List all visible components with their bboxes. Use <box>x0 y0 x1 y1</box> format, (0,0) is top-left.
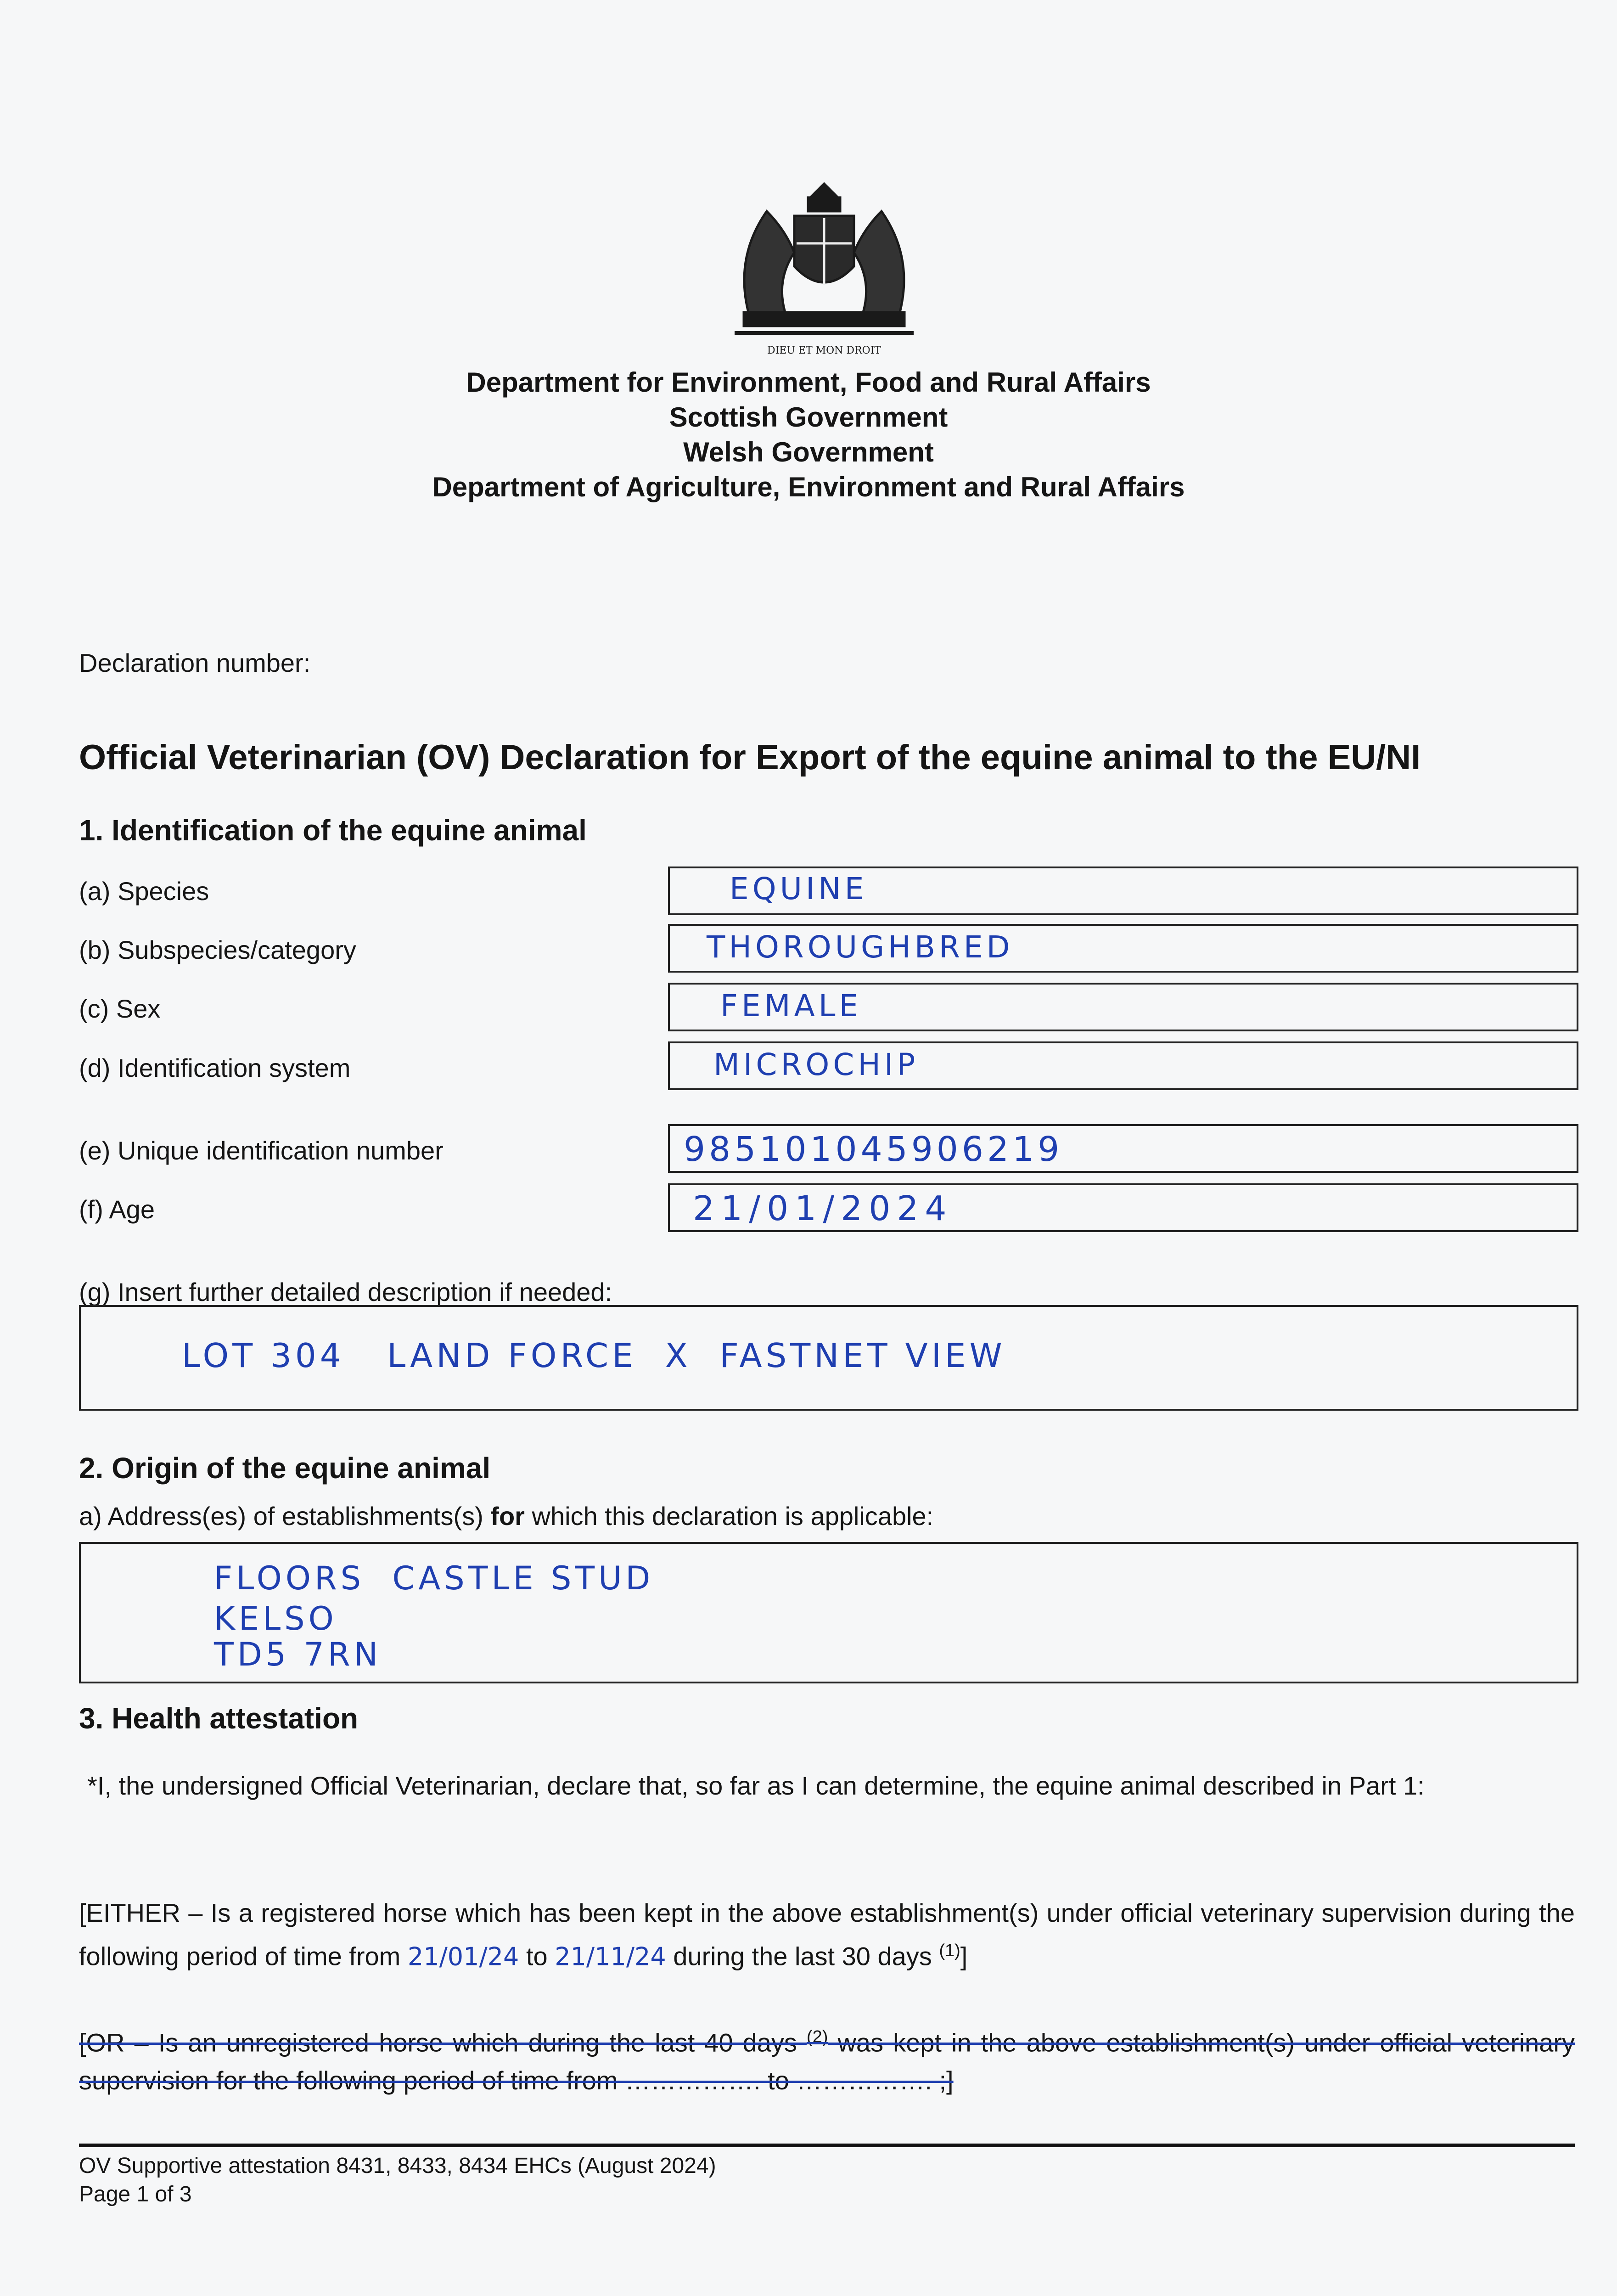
address-line-2: KELSO <box>214 1600 337 1638</box>
department-name-welsh: Welsh Government <box>683 437 934 467</box>
age-value: 21/01/2024 <box>693 1189 953 1228</box>
department-name-daera: Department of Agriculture, Environment and Rural Affairs <box>432 472 1185 502</box>
subspecies-value: THOROUGHBRED <box>707 929 1014 965</box>
species-value: EQUINE <box>730 871 868 906</box>
footer-page-number: Page 1 of 3 <box>79 2182 192 2206</box>
footer-divider <box>79 2144 1575 2147</box>
declaration-number-label: Declaration number: <box>79 648 311 677</box>
sex-label: (c) Sex <box>79 994 161 1023</box>
address-line-1: FLOORS CASTLE STUD <box>214 1559 654 1597</box>
footer-attestation-ref: OV Supportive attestation 8431, 8433, 8434 EHCs (August 2024) <box>79 2154 716 2178</box>
unique-id-value: 985101045906219 <box>684 1130 1063 1169</box>
address-label: a) Address(es) of establishments(s) for which this declaration is applicable: <box>79 1502 934 1531</box>
department-name-defra: Department for Environment, Food and Rural Affairs <box>466 367 1151 398</box>
either-from-date: 21/01/24 <box>407 1942 519 1971</box>
species-label: (a) Species <box>79 877 209 906</box>
identification-system-label: (d) Identification system <box>79 1053 351 1082</box>
address-line-3: TD5 7RN <box>214 1636 382 1673</box>
age-label: (f) Age <box>79 1195 155 1224</box>
identification-system-field[interactable] <box>668 1041 1578 1090</box>
section3-heading: 3. Health attestation <box>79 1702 359 1735</box>
identification-system-value: MICROCHIP <box>713 1047 919 1082</box>
unique-id-field[interactable] <box>668 1124 1578 1173</box>
sex-value: FEMALE <box>720 988 862 1024</box>
section2-heading: 2. Origin of the equine animal <box>79 1452 491 1485</box>
section1-heading: 1. Identification of the equine animal <box>79 814 587 847</box>
svg-text:DIEU ET MON DROIT: DIEU ET MON DROIT <box>767 345 881 356</box>
either-to-date: 21/11/24 <box>555 1942 666 1971</box>
or-clause-struck: [OR – Is an unregistered horse which during the last 40 days $^{(2)}$ was kept in the above establishment(s) under official veterinary supervision for the following period of time from ……………. to ……………. ;] <box>79 2027 1575 2095</box>
description-value: LOT 304 LAND FORCE X FASTNET VIEW <box>182 1336 1006 1375</box>
description-field[interactable] <box>79 1305 1578 1411</box>
species-field[interactable] <box>668 867 1578 915</box>
address-field[interactable] <box>79 1542 1578 1683</box>
royal-coat-of-arms-icon <box>716 174 932 358</box>
either-clause: [EITHER – Is a registered horse which has been kept in the above establishment(s) under official veterinary supervision during the following period of time from 21/01/24 to 21/11/24 during the last 30 days $^{(1)}$] <box>79 1898 1575 1971</box>
unique-id-label: (e) Unique identification number <box>79 1136 444 1165</box>
subspecies-field[interactable] <box>668 924 1578 973</box>
health-attestation-intro: *I, the undersigned Official Veterinarian, declare that, so far as I can determine, the equine animal described in Part 1: <box>87 1771 1425 1800</box>
description-label: (g) Insert further detailed description if needed: <box>79 1277 612 1306</box>
sex-field[interactable] <box>668 983 1578 1031</box>
document-title: Official Veterinarian (OV) Declaration for Export of the equine animal to the EU/NI <box>79 738 1421 777</box>
age-field[interactable] <box>668 1183 1578 1232</box>
subspecies-label: (b) Subspecies/category <box>79 935 356 964</box>
department-name-scottish: Scottish Government <box>669 402 948 433</box>
